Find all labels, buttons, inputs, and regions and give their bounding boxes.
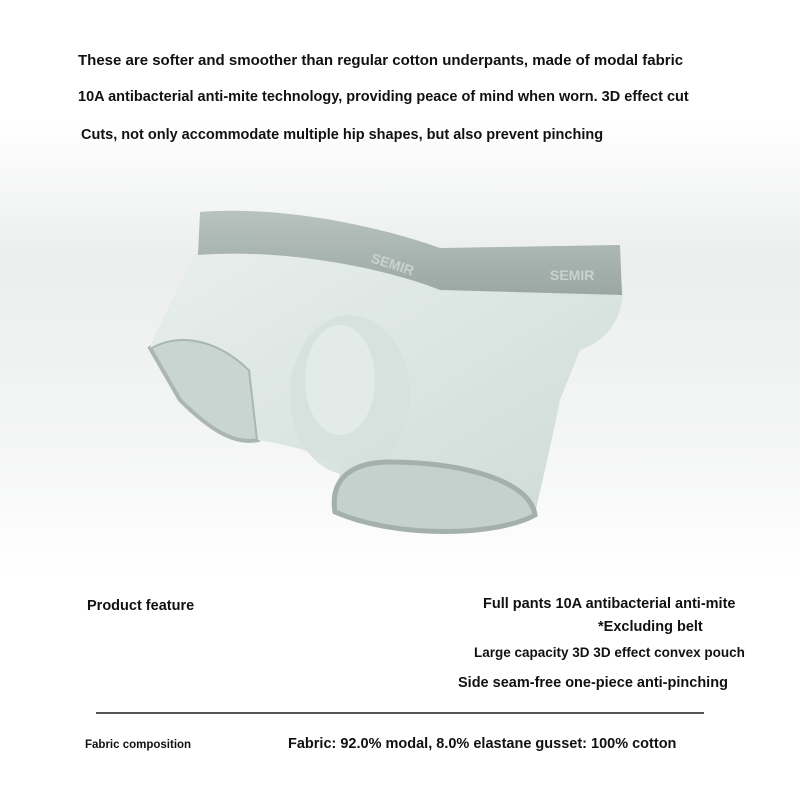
headline-line-2: 10A antibacterial anti-mite technology, providing peace of mind when worn. 3D effect cut: [78, 89, 689, 105]
product-feature-heading: Product feature: [87, 598, 195, 614]
headline-line-1: These are softer and smoother than regular cotton underpants, made of modal fabric: [78, 52, 684, 69]
feature-item: *Excluding belt: [598, 619, 703, 635]
waistband-logo-left: SEMIR: [369, 249, 417, 279]
section-divider: [96, 712, 704, 714]
product-underwear-image: [140, 200, 640, 560]
headline-line-3: Cuts, not only accommodate multiple hip shapes, but also prevent pinching: [81, 127, 604, 143]
fabric-composition-value: Fabric: 92.0% modal, 8.0% elastane gusset: 100% cotton: [288, 736, 677, 752]
fabric-composition-label: Fabric composition: [85, 739, 192, 751]
feature-item: Side seam-free one-piece anti-pinching: [458, 675, 728, 691]
waistband-logo-right: SEMIR: [550, 267, 595, 283]
feature-item: Full pants 10A antibacterial anti-mite: [483, 596, 736, 612]
underwear-body: [150, 211, 623, 532]
feature-item: Large capacity 3D 3D effect convex pouch: [474, 645, 745, 660]
